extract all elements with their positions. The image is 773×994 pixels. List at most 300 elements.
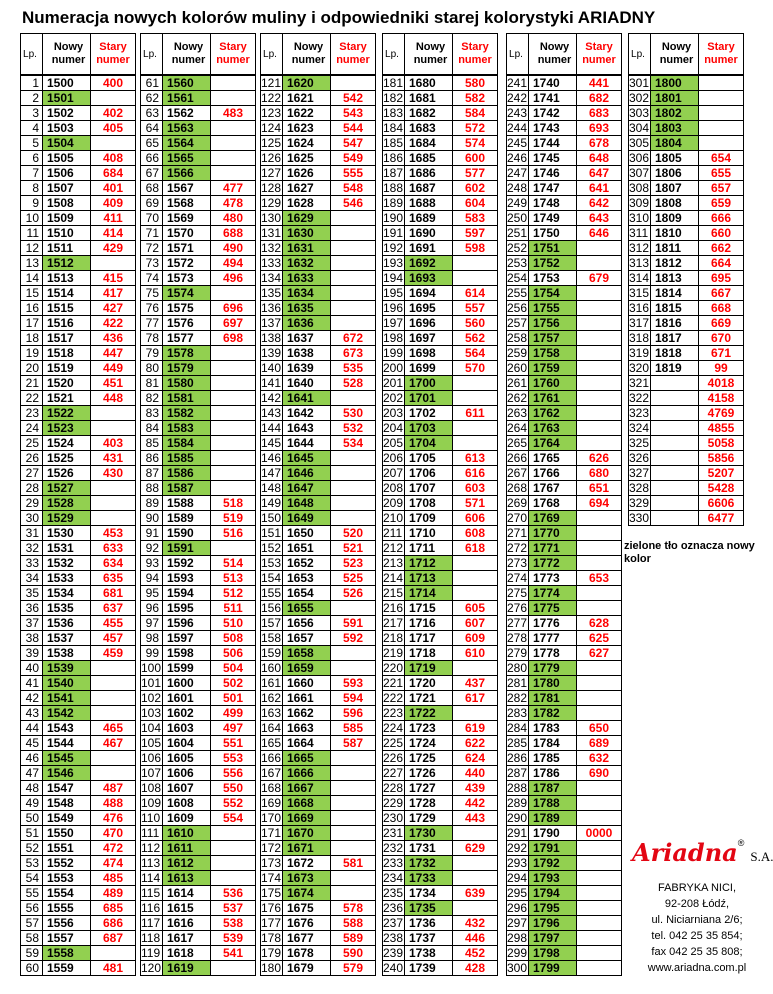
header-new: Nowy numer: [529, 34, 577, 76]
table-row: [21, 586, 136, 601]
lp-cell: 98: [141, 631, 163, 646]
new-number-cell: 1774: [529, 586, 577, 601]
old-number-cell: 668: [699, 301, 744, 316]
old-number-cell: [577, 421, 622, 436]
lp-cell: 215: [383, 586, 404, 600]
new-number-cell: 1584: [163, 436, 211, 451]
table-row: [21, 391, 136, 406]
lp-cell: 326: [629, 451, 650, 465]
lp-cell: 14: [21, 271, 43, 286]
old-number-cell: 512: [211, 586, 256, 601]
new-number-cell: 1604: [163, 736, 211, 751]
table-row: [261, 916, 376, 931]
new-number-cell: 1637: [283, 331, 331, 346]
lp-cell: 214: [383, 571, 404, 585]
header-old: Stary numer: [331, 34, 376, 76]
table-row: [507, 676, 622, 691]
table-row: [383, 766, 498, 781]
table-row: [261, 226, 376, 241]
table-row: [383, 526, 498, 541]
new-number-cell: 1519: [43, 361, 91, 376]
lp-cell: 79: [141, 346, 163, 361]
old-number-cell: [91, 511, 136, 526]
lp-cell: 34: [21, 571, 43, 586]
table-row: [507, 871, 622, 886]
lp-cell: 277: [507, 616, 528, 630]
new-number-cell: 1607: [163, 781, 211, 796]
new-number-cell: 1735: [405, 901, 453, 916]
old-number-cell: 516: [211, 526, 256, 541]
lp-cell: 257: [507, 316, 528, 330]
table-row: [21, 286, 136, 301]
lp-cell: 134: [261, 271, 282, 285]
old-number-cell: [577, 436, 622, 451]
new-number-cell: 1755: [529, 301, 577, 316]
old-number-cell: [331, 75, 376, 91]
header-new: Nowy numer: [283, 34, 331, 76]
old-number-cell: 402: [91, 106, 136, 121]
old-number-cell: 618: [453, 541, 498, 556]
new-number-cell: 1504: [43, 136, 91, 151]
old-number-cell: 556: [211, 766, 256, 781]
table-row: [261, 316, 376, 331]
lp-cell: 91: [141, 526, 163, 541]
table-row: [261, 481, 376, 496]
new-number-cell: 1739: [405, 961, 453, 976]
new-number-cell: 1646: [283, 466, 331, 481]
old-number-cell: [91, 91, 136, 106]
new-number-cell: 1792: [529, 856, 577, 871]
old-number-cell: 671: [699, 346, 744, 361]
old-number-cell: [577, 841, 622, 856]
lp-cell: 85: [141, 436, 163, 451]
lp-cell: 122: [261, 91, 282, 105]
table-row: [507, 796, 622, 811]
table-row: [629, 316, 744, 331]
company-logo: [632, 838, 772, 867]
table-row: [141, 106, 256, 121]
table-row: [141, 226, 256, 241]
lp-cell: 238: [383, 931, 404, 945]
new-number-cell: 1757: [529, 331, 577, 346]
table-row: [383, 796, 498, 811]
new-number-cell: 1644: [283, 436, 331, 451]
table-row: [383, 436, 498, 451]
lp-cell: 275: [507, 586, 528, 600]
old-number-cell: [211, 346, 256, 361]
lp-cell: 205: [383, 436, 404, 450]
old-number-cell: 400: [91, 75, 136, 91]
new-number-cell: [651, 496, 699, 511]
table-row: [383, 301, 498, 316]
table-row: [261, 886, 376, 901]
new-number-cell: 1721: [405, 691, 453, 706]
old-number-cell: [577, 601, 622, 616]
old-number-cell: 544: [331, 121, 376, 136]
lp-cell: 291: [507, 826, 528, 840]
table-row: [629, 286, 744, 301]
table-row: [629, 181, 744, 196]
new-number-cell: 1737: [405, 931, 453, 946]
table-row: [141, 406, 256, 421]
table-row: [383, 826, 498, 841]
lp-cell: 242: [507, 91, 528, 105]
color-table: [506, 33, 622, 976]
old-number-cell: 579: [331, 961, 376, 976]
old-number-cell: 596: [331, 706, 376, 721]
old-number-cell: 679: [577, 271, 622, 286]
lp-cell: 76: [141, 301, 163, 316]
old-number-cell: [211, 406, 256, 421]
table-row: [629, 331, 744, 346]
lp-cell: 297: [507, 916, 528, 930]
header-old: Stary numer: [699, 34, 744, 76]
old-number-cell: [577, 586, 622, 601]
new-number-cell: 1625: [283, 151, 331, 166]
old-number-cell: [331, 301, 376, 316]
table-row: [141, 886, 256, 901]
old-number-cell: 481: [91, 961, 136, 976]
table-row: [383, 841, 498, 856]
old-number-cell: 625: [577, 631, 622, 646]
lp-cell: 193: [383, 256, 404, 270]
new-number-cell: 1805: [651, 151, 699, 166]
new-number-cell: 1515: [43, 301, 91, 316]
old-number-cell: [577, 406, 622, 421]
lp-cell: 178: [261, 931, 282, 945]
new-number-cell: [651, 451, 699, 466]
old-number-cell: 587: [331, 736, 376, 751]
table-row: [261, 121, 376, 136]
lp-cell: 58: [21, 931, 43, 946]
new-number-cell: 1532: [43, 556, 91, 571]
table-row: [261, 241, 376, 256]
old-number-cell: 646: [577, 226, 622, 241]
lp-cell: 229: [383, 796, 404, 810]
lp-cell: 267: [507, 466, 528, 480]
new-number-cell: 1731: [405, 841, 453, 856]
table-row: [21, 376, 136, 391]
new-number-cell: 1534: [43, 586, 91, 601]
table-row: [261, 376, 376, 391]
table-row: [21, 331, 136, 346]
lp-cell: 250: [507, 211, 528, 225]
new-number-cell: 1652: [283, 556, 331, 571]
new-number-cell: 1802: [651, 106, 699, 121]
new-number-cell: 1632: [283, 256, 331, 271]
lp-cell: 286: [507, 751, 528, 765]
new-number-cell: 1577: [163, 331, 211, 346]
table-row: [21, 181, 136, 196]
old-number-cell: 453: [91, 526, 136, 541]
new-number-cell: 1714: [405, 586, 453, 601]
lp-cell: 17: [21, 316, 43, 331]
new-number-cell: 1618: [163, 946, 211, 961]
table-row: [383, 406, 498, 421]
old-number-cell: [91, 766, 136, 781]
lp-cell: 49: [21, 796, 43, 811]
new-number-cell: [651, 421, 699, 436]
old-number-cell: [453, 586, 498, 601]
lp-cell: 2: [21, 91, 43, 106]
table-row: [507, 601, 622, 616]
new-number-cell: 1793: [529, 871, 577, 886]
old-number-cell: 607: [453, 616, 498, 631]
old-number-cell: 553: [211, 751, 256, 766]
new-number-cell: 1734: [405, 886, 453, 901]
lp-cell: 135: [261, 286, 282, 300]
lp-cell: 172: [261, 841, 282, 855]
old-number-cell: 659: [699, 196, 744, 211]
lp-cell: 90: [141, 511, 163, 526]
lp-cell: 280: [507, 661, 528, 675]
table-row: [21, 751, 136, 766]
lp-cell: 222: [383, 691, 404, 705]
new-number-cell: 1538: [43, 646, 91, 661]
old-number-cell: 4855: [699, 421, 744, 436]
lp-cell: 88: [141, 481, 163, 496]
lp-cell: 55: [21, 886, 43, 901]
new-number-cell: 1563: [163, 121, 211, 136]
color-table: [20, 33, 136, 976]
table-row: [141, 916, 256, 931]
table-header-row: [141, 34, 256, 76]
old-number-cell: 681: [91, 586, 136, 601]
lp-cell: 64: [141, 121, 163, 136]
new-number-cell: 1529: [43, 511, 91, 526]
new-number-cell: 1619: [163, 961, 211, 976]
old-number-cell: 5058: [699, 436, 744, 451]
new-number-cell: 1583: [163, 421, 211, 436]
old-number-cell: [577, 346, 622, 361]
new-number-cell: 1738: [405, 946, 453, 961]
table-row: [507, 241, 622, 256]
new-number-cell: 1528: [43, 496, 91, 511]
table-row: [383, 901, 498, 916]
new-number-cell: 1588: [163, 496, 211, 511]
old-number-cell: [211, 75, 256, 91]
new-number-cell: 1669: [283, 811, 331, 826]
old-number-cell: 611: [453, 406, 498, 421]
old-number-cell: [91, 256, 136, 271]
table-row: [21, 601, 136, 616]
table-row: [261, 466, 376, 481]
table-row: [21, 526, 136, 541]
lp-cell: 95: [141, 586, 163, 601]
header-new: Nowy numer: [651, 34, 699, 76]
old-number-cell: 689: [577, 736, 622, 751]
table-row: [261, 136, 376, 151]
new-number-cell: 1728: [405, 796, 453, 811]
old-number-cell: 497: [211, 721, 256, 736]
table-header-row: [261, 34, 376, 76]
old-number-cell: [453, 901, 498, 916]
new-number-cell: 1500: [43, 75, 91, 91]
table-row: [21, 271, 136, 286]
lp-cell: 169: [261, 796, 282, 810]
table-row: [141, 271, 256, 286]
old-number-cell: 657: [699, 181, 744, 196]
table-row: [507, 181, 622, 196]
table-row: [629, 121, 744, 136]
new-number-cell: 1518: [43, 346, 91, 361]
new-number-cell: 1674: [283, 886, 331, 901]
old-number-cell: [577, 301, 622, 316]
lp-cell: 321: [629, 376, 650, 390]
table-row: [141, 811, 256, 826]
lp-cell: 24: [21, 421, 43, 436]
new-number-cell: 1530: [43, 526, 91, 541]
old-number-cell: 697: [211, 316, 256, 331]
old-number-cell: [211, 421, 256, 436]
lp-cell: 39: [21, 646, 43, 661]
old-number-cell: [331, 841, 376, 856]
table-row: [261, 646, 376, 661]
lp-cell: 67: [141, 166, 163, 181]
new-number-cell: 1520: [43, 376, 91, 391]
old-number-cell: [331, 466, 376, 481]
new-number-cell: [651, 481, 699, 496]
new-number-cell: 1685: [405, 151, 453, 166]
lp-cell: 96: [141, 601, 163, 616]
header-lp: Lp.: [507, 34, 529, 76]
old-number-cell: 440: [453, 766, 498, 781]
table-row: [507, 961, 622, 976]
header-old: Stary numer: [211, 34, 256, 76]
lp-cell: 259: [507, 346, 528, 360]
lp-cell: 234: [383, 871, 404, 885]
old-number-cell: [699, 106, 744, 121]
old-number-cell: [453, 256, 498, 271]
table-row: [629, 481, 744, 496]
new-number-cell: 1700: [405, 376, 453, 391]
table-row: [21, 916, 136, 931]
old-number-cell: 457: [91, 631, 136, 646]
new-number-cell: 1636: [283, 316, 331, 331]
old-number-cell: [331, 286, 376, 301]
table-row: [261, 961, 376, 976]
lp-cell: 80: [141, 361, 163, 376]
new-number-cell: 1506: [43, 166, 91, 181]
old-number-cell: 600: [453, 151, 498, 166]
lp-cell: 201: [383, 376, 404, 390]
new-number-cell: 1617: [163, 931, 211, 946]
table-row: [141, 556, 256, 571]
lp-cell: 158: [261, 631, 282, 645]
new-number-cell: 1796: [529, 916, 577, 931]
old-number-cell: [211, 481, 256, 496]
new-number-cell: 1513: [43, 271, 91, 286]
lp-cell: 22: [21, 391, 43, 406]
table-row: [141, 376, 256, 391]
old-number-cell: 5856: [699, 451, 744, 466]
old-number-cell: 570: [453, 361, 498, 376]
lp-cell: 185: [383, 136, 404, 150]
table-row: [141, 526, 256, 541]
lp-cell: 304: [629, 121, 650, 135]
table-row: [21, 166, 136, 181]
old-number-cell: 504: [211, 661, 256, 676]
table-row: [261, 676, 376, 691]
old-number-cell: 526: [331, 586, 376, 601]
lp-cell: 184: [383, 121, 404, 135]
new-number-cell: 1701: [405, 391, 453, 406]
lp-cell: 208: [383, 481, 404, 495]
lp-cell: 73: [141, 256, 163, 271]
new-number-cell: 1573: [163, 271, 211, 286]
lp-cell: 248: [507, 181, 528, 195]
lp-cell: 120: [141, 961, 162, 975]
old-number-cell: 470: [91, 826, 136, 841]
table-row: [141, 586, 256, 601]
new-number-cell: 1806: [651, 166, 699, 181]
lp-cell: 253: [507, 256, 528, 270]
table-row: [21, 541, 136, 556]
old-number-cell: 685: [91, 901, 136, 916]
new-number-cell: 1511: [43, 241, 91, 256]
old-number-cell: 6606: [699, 496, 744, 511]
table-row: [507, 886, 622, 901]
new-number-cell: 1620: [283, 75, 331, 91]
old-number-cell: 474: [91, 856, 136, 871]
new-number-cell: 1807: [651, 181, 699, 196]
table-row: [141, 511, 256, 526]
lp-cell: 314: [629, 271, 650, 285]
new-number-cell: 1638: [283, 346, 331, 361]
new-number-cell: 1626: [283, 166, 331, 181]
table-row: [507, 376, 622, 391]
table-row: [507, 106, 622, 121]
table-row: [21, 691, 136, 706]
table-row: [629, 75, 744, 91]
table-row: [383, 316, 498, 331]
table-row: [141, 241, 256, 256]
old-number-cell: 472: [91, 841, 136, 856]
table-row: [629, 241, 744, 256]
lp-cell: 230: [383, 811, 404, 825]
table-row: [21, 466, 136, 481]
new-number-cell: 1713: [405, 571, 453, 586]
table-row: [21, 451, 136, 466]
table-row: [21, 616, 136, 631]
old-number-cell: 651: [577, 481, 622, 496]
table-row: [507, 271, 622, 286]
old-number-cell: 578: [331, 901, 376, 916]
lp-cell: 308: [629, 181, 650, 195]
old-number-cell: 581: [331, 856, 376, 871]
lp-cell: 151: [261, 526, 282, 540]
table-row: [383, 856, 498, 871]
old-number-cell: 530: [331, 406, 376, 421]
table-row: [141, 616, 256, 631]
table-row: [141, 136, 256, 151]
old-number-cell: 476: [91, 811, 136, 826]
table-row: [21, 646, 136, 661]
table-row: [629, 271, 744, 286]
old-number-cell: 4018: [699, 376, 744, 391]
new-number-cell: 1758: [529, 346, 577, 361]
new-number-cell: 1571: [163, 241, 211, 256]
table-row: [383, 256, 498, 271]
new-number-cell: 1634: [283, 286, 331, 301]
old-number-cell: [577, 391, 622, 406]
table-row: [507, 286, 622, 301]
lp-cell: 69: [141, 196, 163, 211]
new-number-cell: 1605: [163, 751, 211, 766]
old-number-cell: 572: [453, 121, 498, 136]
table-row: [383, 451, 498, 466]
lp-cell: 83: [141, 406, 163, 421]
